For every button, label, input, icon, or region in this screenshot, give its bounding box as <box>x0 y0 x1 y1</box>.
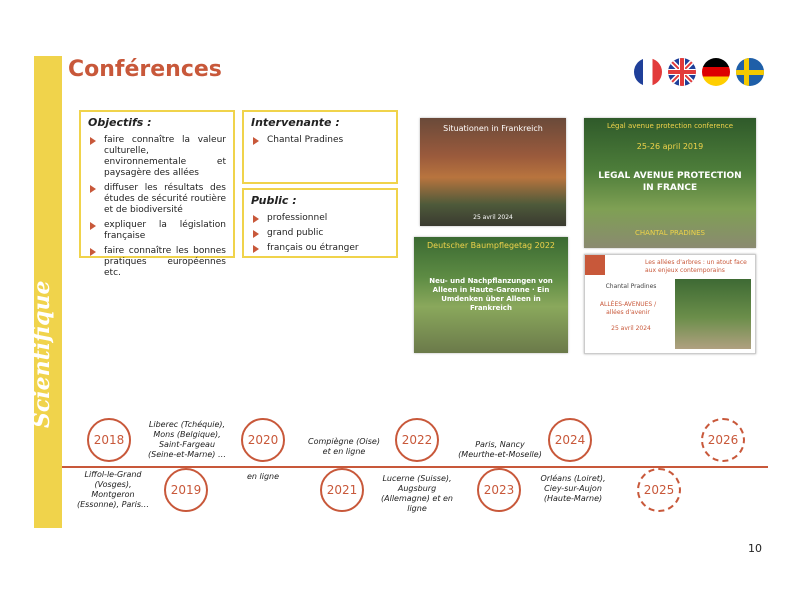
year-2018-circle: 2018 <box>87 418 131 462</box>
uk-flag-cross-icon <box>668 58 696 86</box>
public-item: grand public <box>251 228 389 239</box>
caption-2020: en ligne <box>246 472 280 481</box>
page-number: 10 <box>748 542 762 555</box>
intervenante-box <box>242 110 398 184</box>
year-2024-circle: 2024 <box>548 418 592 462</box>
photo-situationen <box>420 118 566 226</box>
year-2023-circle: 2023 <box>477 468 521 512</box>
conference-logo <box>585 255 605 275</box>
public-box <box>242 188 398 258</box>
side-label: Scientifique <box>29 280 55 428</box>
intervenante-heading: Intervenante : <box>251 116 340 129</box>
public-heading: Public : <box>251 194 297 207</box>
photo-legal-date: 25-26 april 2019 <box>636 142 704 151</box>
caption-2018: Liffol-le-Grand (Vosges), Montgeron (Essonne), Paris… <box>76 470 150 509</box>
year-2025-circle: 2025 <box>637 468 681 512</box>
france-flag-icon[interactable] <box>634 58 662 86</box>
objectif-item: faire connaître les bonnes pratiques européennes etc. <box>88 246 226 279</box>
year-2019-circle: 2019 <box>164 468 208 512</box>
page-title: Conférences <box>68 57 222 82</box>
public-item: français ou étranger <box>251 243 389 254</box>
photo-allees-title: Les allées d'arbres : un atout face aux enjeux contemporains <box>645 259 747 274</box>
caption-2022: Lucerne (Suisse), Augsburg (Allemagne) et en ligne <box>381 474 453 513</box>
caption-2024: Orléans (Loiret), Ciey-sur-Aujon (Haute-Marne) <box>540 474 606 503</box>
photo-baum-title: Deutscher Baumpflegetag 2022 <box>427 241 555 250</box>
objectifs-heading: Objectifs : <box>88 116 152 129</box>
year-2021-circle: 2021 <box>320 468 364 512</box>
photo-allees-sub: ALLÉES-AVENUES / allées d'avenir <box>599 301 657 316</box>
year-2022-circle: 2022 <box>395 418 439 462</box>
photo-legal-headline: LEGAL AVENUE PROTECTION IN FRANCE <box>598 171 742 193</box>
objectifs-box <box>79 110 235 278</box>
photo-allees-date: 25 avril 2024 <box>611 325 651 332</box>
caption-2021: Compiègne (Oise) et en ligne <box>308 437 380 456</box>
germany-flag-icon[interactable] <box>702 58 730 86</box>
photo-legal-title: Légal avenue protection conference <box>606 122 734 130</box>
photo-legal-author: CHANTAL PRADINES <box>635 229 705 237</box>
photo-situationen-title: Situationen in Frankreich <box>443 124 543 133</box>
photo-allees-image <box>675 279 751 349</box>
year-2026-circle: 2026 <box>701 418 745 462</box>
photo-situationen-date: 25 avril 2024 <box>473 214 513 221</box>
caption-2023: Paris, Nancy (Meurthe-et-Moselle) <box>458 440 542 459</box>
year-2020-circle: 2020 <box>241 418 285 462</box>
caption-2019: Liberec (Tchéquie), Mons (Belgique), Saint-Fargeau (Seine-et-Marne) … <box>148 420 226 459</box>
objectif-item: diffuser les résultats des études de sécurité routière et de biodiversité <box>88 183 226 216</box>
photo-allees-author: Chantal Pradines <box>605 283 657 290</box>
objectif-item: faire connaître la valeur culturelle, environnementale et paysagère des allées <box>88 135 226 179</box>
language-flags <box>634 58 764 86</box>
photo-baum-headline: Neu- und Nachpflanzungen von Alleen in Haute-Garonne · Ein Umdenken über Alleen in Frankreich <box>429 277 553 312</box>
intervenante-item: Chantal Pradines <box>251 135 389 146</box>
public-item: professionnel <box>251 213 389 224</box>
side-bar <box>29 56 62 528</box>
photo-baumpflegetag <box>414 237 568 353</box>
photo-legal-avenue <box>584 118 756 248</box>
objectif-item: expliquer la législation française <box>88 220 226 242</box>
photo-allees-arbres <box>584 254 756 354</box>
uk-flag-icon[interactable] <box>668 58 696 86</box>
sweden-flag-icon[interactable] <box>736 58 764 86</box>
